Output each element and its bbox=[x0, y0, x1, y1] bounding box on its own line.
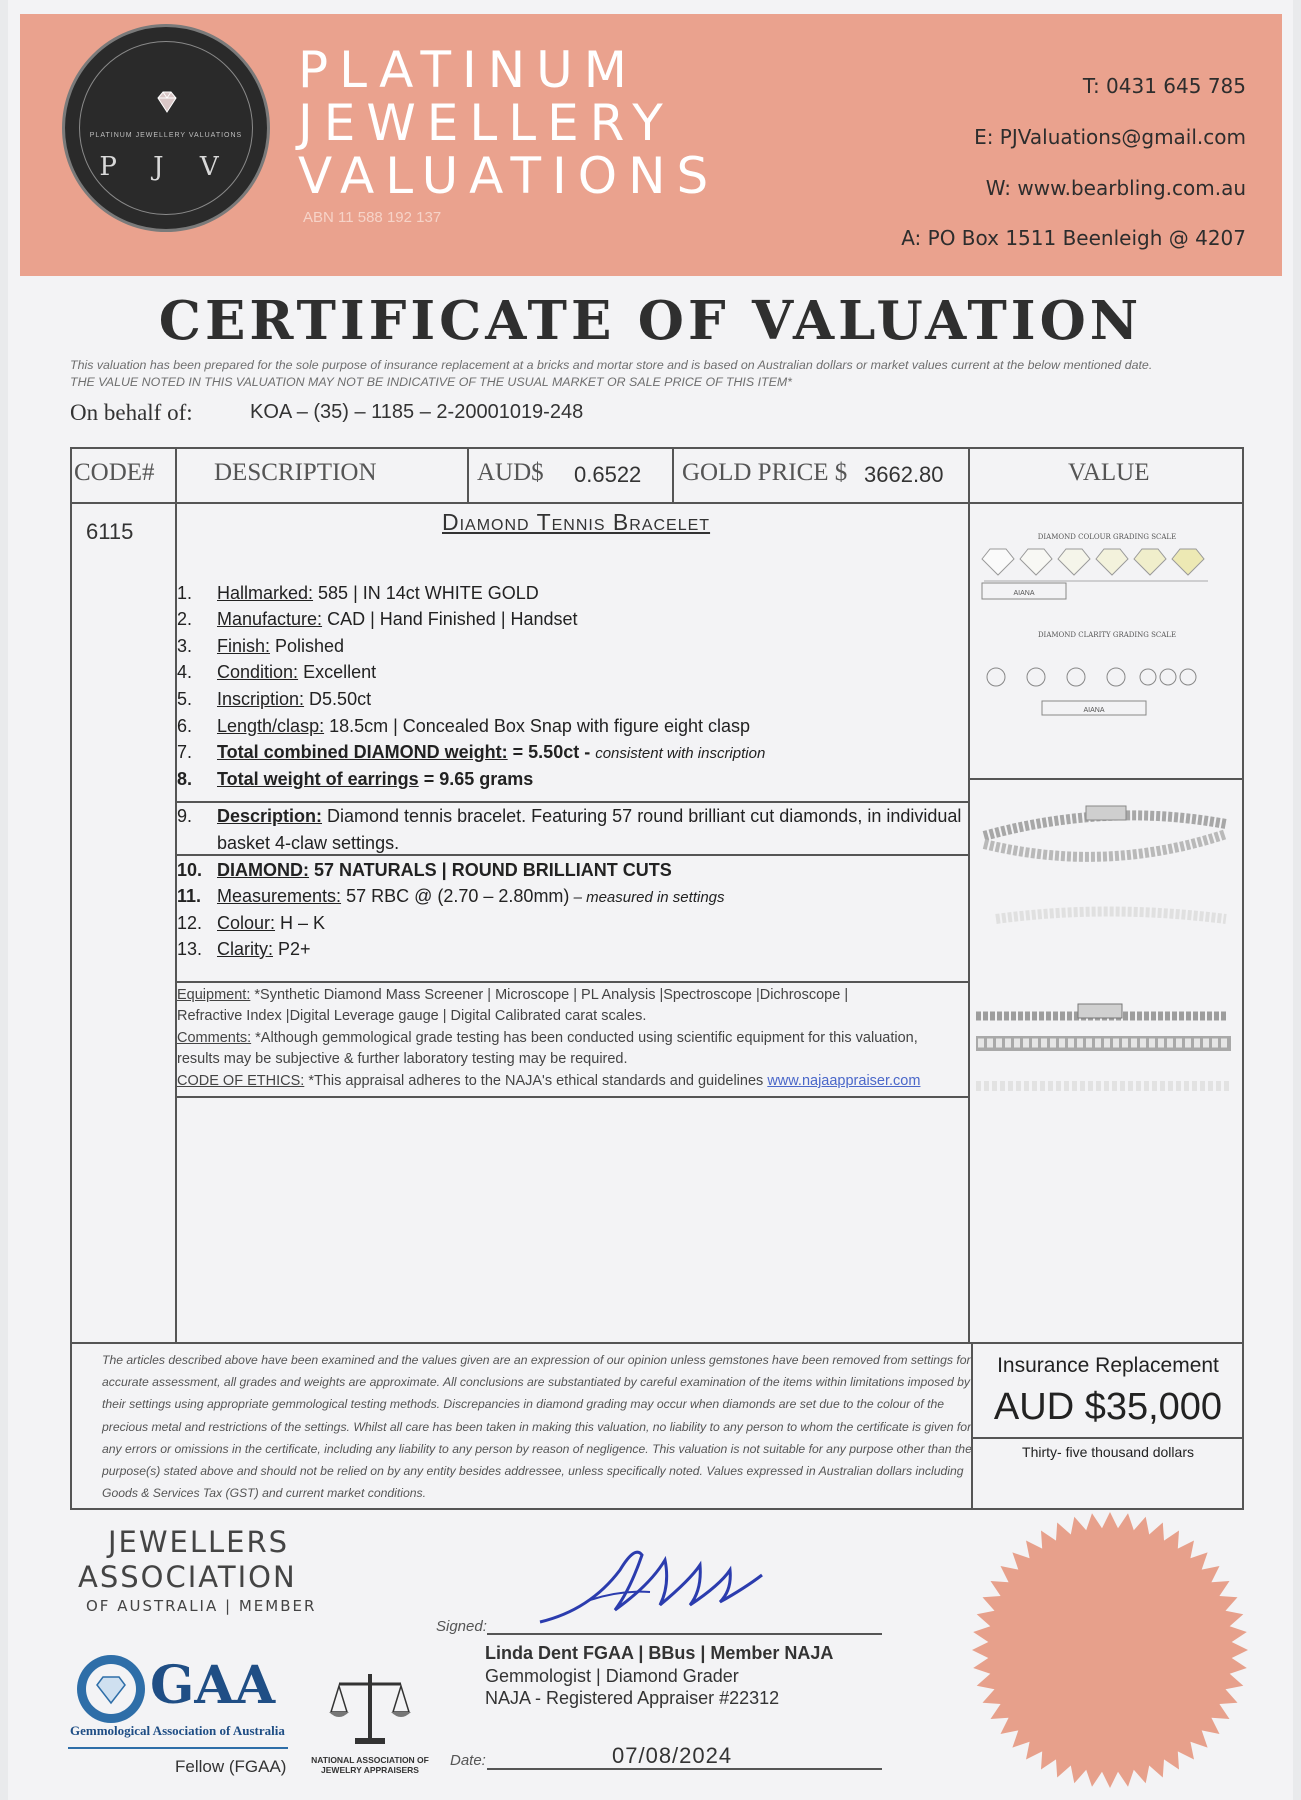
website-address: W: www.bearbling.com.au bbox=[985, 176, 1246, 200]
signature-line bbox=[487, 1633, 882, 1635]
header-value: VALUE bbox=[1068, 459, 1150, 486]
code-of-ethics: CODE OF ETHICS: *This appraisal adheres to the NAJA's ethical standards and guidelines www.najaappraiser.com bbox=[177, 1073, 921, 1089]
header-code: CODE# bbox=[74, 459, 155, 486]
divider bbox=[672, 449, 674, 502]
diamond-icon bbox=[1058, 549, 1090, 575]
ja-line-2: ASSOCIATION bbox=[78, 1560, 297, 1594]
date-label: Date: bbox=[450, 1752, 486, 1769]
signer-title-1: Gemmologist | Diamond Grader bbox=[485, 1666, 739, 1686]
item-title: Diamond Tennis Bracelet bbox=[442, 509, 711, 535]
bracelet-reflection bbox=[996, 912, 1226, 920]
gaa-logo-text: GAA bbox=[150, 1655, 276, 1716]
pjv-logo bbox=[62, 24, 270, 232]
naja-scales-icon bbox=[325, 1668, 415, 1752]
clarity-icon bbox=[1180, 669, 1196, 685]
insurance-words: Thirty- five thousand dollars bbox=[1022, 1444, 1194, 1460]
fellow-label: Fellow (FGAA) bbox=[175, 1757, 287, 1776]
brand-line-1: PLATINUM bbox=[298, 41, 638, 99]
signer-name: Linda Dent FGAA | BBus | Member NAJA bbox=[485, 1643, 834, 1663]
insurance-value: AUD $35,000 bbox=[993, 1386, 1223, 1428]
abn-number: ABN 11 588 192 137 bbox=[303, 209, 442, 226]
list-item: 7. Total combined DIAMOND weight: = 5.50ct - consistent with inscription bbox=[177, 742, 766, 762]
header-aud-value: 0.6522 bbox=[574, 462, 642, 487]
diamond-icon bbox=[982, 549, 1014, 575]
aiana-label: AIANA bbox=[1083, 707, 1105, 714]
clarity-icon bbox=[1027, 668, 1045, 686]
equipment-note: Equipment: *Synthetic Diamond Mass Screener | Microscope | PL Analysis |Spectroscope |Dichroscope | Refractive Index |Digital Leverage gauge | Digital Calibrated carat scales. bbox=[177, 987, 849, 1024]
clarity-icon bbox=[1160, 669, 1176, 685]
list-item: 9. Description: Diamond tennis bracelet. Featuring 57 round brilliant cut diamonds, in individual basket 4-claw settings. bbox=[177, 806, 962, 853]
list-item: 3. Finish: Polished bbox=[177, 636, 345, 656]
divider bbox=[72, 502, 1242, 504]
diamond-icon bbox=[1134, 549, 1166, 575]
header-aud-label: AUD$ bbox=[477, 459, 544, 486]
aiana-label: AIANA bbox=[1013, 590, 1035, 597]
valuation-table bbox=[70, 447, 1244, 1510]
phone-number: T: 0431 645 785 bbox=[1082, 74, 1246, 98]
diamond-icon bbox=[1172, 549, 1204, 575]
list-item: 5. Inscription: D5.50ct bbox=[177, 689, 372, 709]
disclaimer-line-2: THE VALUE NOTED IN THIS VALUATION MAY NOT BE INDICATIVE OF THE USUAL MARKET OR SALE PRICE OF THIS ITEM* bbox=[70, 375, 792, 389]
list-item: 11. Measurements: 57 RBC @ (2.70 – 2.80mm) – measured in settings bbox=[177, 886, 725, 906]
logo-small-text: PLATINUM JEWELLERY VALUATIONS bbox=[89, 132, 243, 139]
list-item: 2. Manufacture: CAD | Hand Finished | Handset bbox=[177, 609, 578, 629]
naja-subtitle: NATIONAL ASSOCIATION OF JEWELRY APPRAISERS bbox=[311, 1755, 429, 1775]
on-behalf-value: KOA – (35) – 1185 – 2-20001019-248 bbox=[250, 401, 584, 423]
divider bbox=[175, 981, 968, 983]
postal-address: A: PO Box 1511 Beenleigh @ 4207 bbox=[901, 226, 1246, 250]
clarity-icon bbox=[1107, 668, 1125, 686]
bracelet-photos bbox=[976, 794, 1238, 1104]
list-item: 13. Clarity: P2+ bbox=[177, 939, 311, 959]
signer-title-2: NAJA - Registered Appraiser #22312 bbox=[485, 1688, 780, 1708]
divider bbox=[175, 1096, 968, 1098]
logo-ring bbox=[79, 41, 253, 215]
clarity-icon bbox=[1067, 668, 1085, 686]
clarity-icon bbox=[1140, 669, 1156, 685]
signed-label: Signed: bbox=[436, 1618, 487, 1635]
clarity-icon bbox=[987, 668, 1005, 686]
ja-line-1: JEWELLERS bbox=[108, 1525, 290, 1559]
seal-sticker bbox=[965, 1505, 1255, 1795]
letterhead bbox=[20, 14, 1282, 276]
diamond-icon bbox=[154, 89, 180, 115]
clarity-scale-title: DIAMOND CLARITY GRADING SCALE bbox=[1037, 631, 1177, 639]
item-code: 6115 bbox=[86, 519, 134, 544]
email-address: E: PJValuations@gmail.com bbox=[974, 125, 1246, 149]
colour-scale-diamonds bbox=[982, 549, 1204, 575]
disclaimer-line-1: This valuation has been prepared for the sole purpose of insurance replacement at a bricks and mortar store and is based on Australian dollars or market values current at the below mentioned date. bbox=[70, 358, 1153, 372]
divider bbox=[72, 1342, 1242, 1344]
list-item: 6. Length/clasp: 18.5cm | Concealed Box Snap with figure eight clasp bbox=[177, 716, 750, 736]
certificate-title: CERTIFICATE OF VALUATION bbox=[158, 290, 1143, 352]
list-item: 1. Hallmarked: 585 | IN 14ct WHITE GOLD bbox=[177, 583, 539, 603]
brand-name bbox=[298, 41, 720, 205]
header-gold-value: 3662.80 bbox=[864, 462, 944, 487]
ja-line-3: OF AUSTRALIA | MEMBER bbox=[86, 1597, 317, 1615]
gaa-subtitle: Gemmological Association of Australia bbox=[70, 1723, 285, 1738]
handwritten-signature bbox=[530, 1530, 770, 1630]
insurance-label: Insurance Replacement bbox=[997, 1354, 1219, 1377]
naja-link[interactable]: www.najaappraiser.com bbox=[767, 1073, 921, 1089]
header-description: DESCRIPTION bbox=[214, 459, 377, 486]
bracelet-image bbox=[984, 834, 1226, 857]
date-value: 07/08/2024 bbox=[612, 1743, 733, 1768]
clarity-scale-circles bbox=[987, 668, 1196, 686]
diamond-icon bbox=[1096, 549, 1128, 575]
header-gold-label: GOLD PRICE $ bbox=[682, 459, 848, 486]
divider bbox=[467, 449, 469, 502]
list-item: 4. Condition: Excellent bbox=[177, 662, 377, 682]
list-item: 10. DIAMOND: 57 NATURALS | ROUND BRILLIANT CUTS bbox=[177, 860, 672, 880]
grading-scales bbox=[978, 529, 1236, 769]
divider bbox=[968, 778, 1242, 780]
colour-scale-title: DIAMOND COLOUR GRADING SCALE bbox=[1037, 533, 1177, 541]
brand-line-3: VALUATIONS bbox=[298, 147, 720, 205]
valuation-disclaimer bbox=[70, 357, 1250, 391]
logo-letters: P J V bbox=[99, 152, 233, 182]
list-item: 8. Total weight of earrings = 9.65 grams bbox=[177, 769, 534, 789]
divider bbox=[971, 1437, 1242, 1439]
on-behalf-label: On behalf of: bbox=[70, 400, 193, 425]
list-item: 12. Colour: H – K bbox=[177, 913, 326, 933]
gaa-seal-icon bbox=[75, 1653, 147, 1725]
divider bbox=[968, 449, 970, 1342]
terms-fine-print: The articles described above have been examined and the values given are an expression of our opinion unless gemstones have been removed from settings for accurate assessment, all grades and weights are approximate. All conclusions are substantiated by careful examination of the items within limitations imposed by their settings using appropriate gemmological testing methods. Discrepancies in diamond grading may occur when diamonds are set due to the colour of the precious metal and restrictions of the settings. Whilst all care has been taken in making this valuation, no liability to any person to whom the certificate is given for any errors or omissions in the certificate, including any liability to any person by reason of negligence. This valuation is not suitable for any purpose other than the purpose(s) stated above and should not be relied on by any entity besides addressee, unless specifically noted. Values expressed in Australian dollars including Goods & Services Tax (GST) and current market conditions. bbox=[102, 1353, 972, 1501]
brand-line-2: JEWELLERY bbox=[298, 94, 674, 152]
diamond-icon bbox=[1020, 549, 1052, 575]
comments-note: Comments: *Although gemmological grade testing has been conducted using scientific equipment for this valuation, results may be subjective & further laboratory testing may be required. bbox=[177, 1030, 918, 1067]
divider bbox=[68, 1747, 288, 1749]
